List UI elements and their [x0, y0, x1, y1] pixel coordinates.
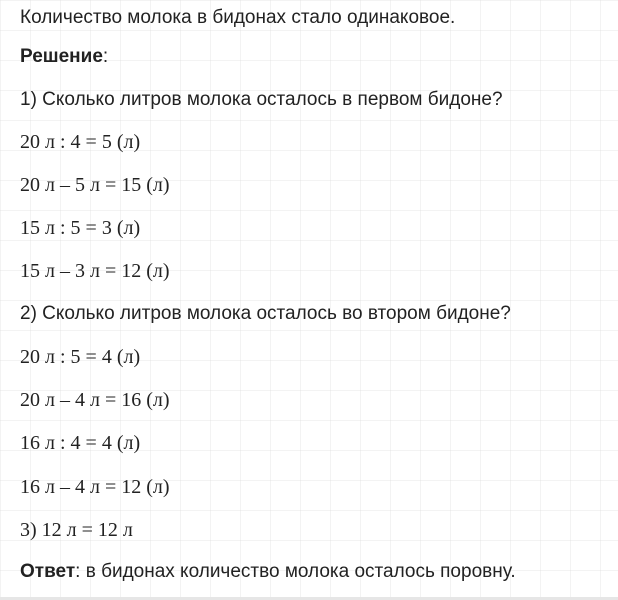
intro-text: Количество молока в бидонах стало одинаковое. — [20, 7, 456, 28]
step-1-1: 20 л : 4 = 5 (л) — [20, 131, 141, 153]
solution-label: Решение — [20, 46, 103, 67]
question-2: 2) Сколько литров молока осталось во втором бидоне? — [20, 303, 511, 324]
answer-line — [20, 560, 516, 584]
answer-label: Ответ — [20, 561, 76, 582]
step-2-1: 20 л : 5 = 4 (л) — [20, 346, 141, 368]
step-1-2: 20 л – 5 л = 15 (л) — [20, 174, 170, 196]
answer-text: : в бидонах количество молока осталось поровну. — [75, 561, 516, 582]
step-2-2: 20 л – 4 л = 16 (л) — [20, 389, 170, 411]
step-3: 3) 12 л = 12 л — [20, 519, 133, 541]
question-1: 1) Сколько литров молока осталось в первом бидоне? — [20, 89, 503, 110]
step-1-4: 15 л – 3 л = 12 (л) — [20, 260, 170, 282]
step-1-3: 15 л : 5 = 3 (л) — [20, 217, 141, 239]
solution-colon: : — [102, 46, 109, 67]
solution-heading — [20, 45, 108, 69]
step-2-4: 16 л – 4 л = 12 (л) — [20, 476, 170, 498]
step-2-3: 16 л : 4 = 4 (л) — [20, 432, 141, 454]
